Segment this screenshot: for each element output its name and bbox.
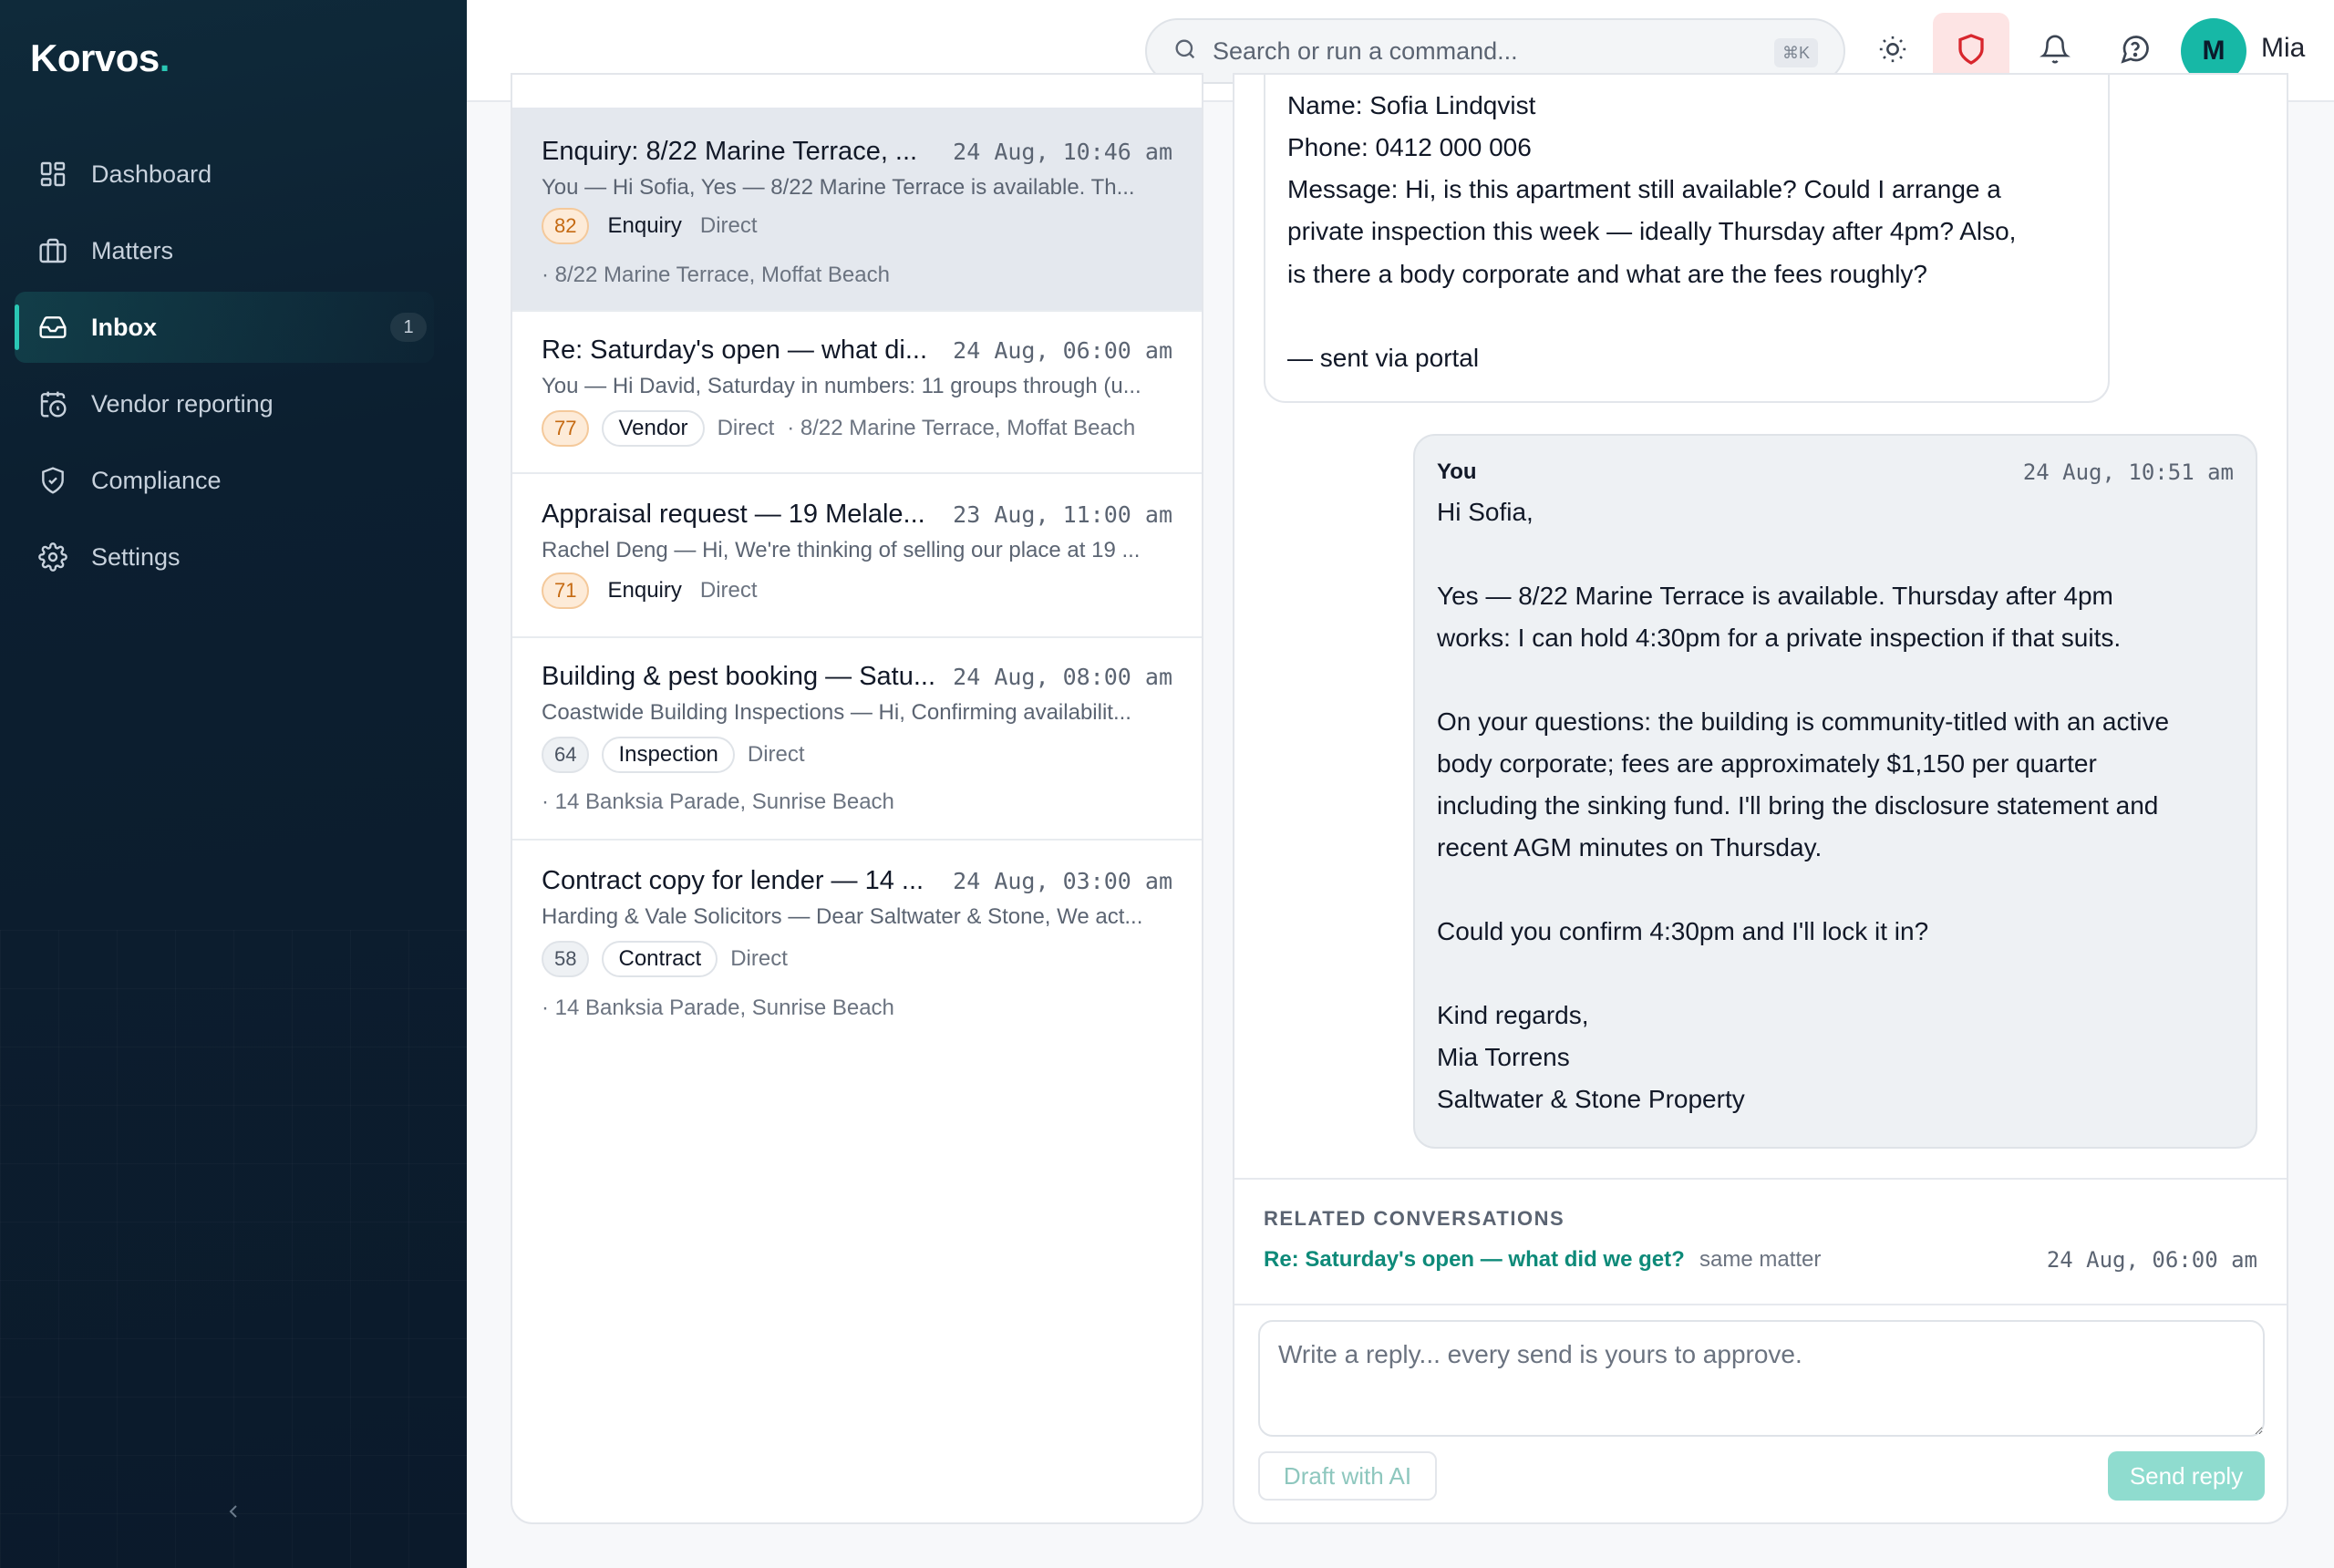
briefcase-icon: [36, 234, 69, 267]
message-line: including the sinking fund. I'll bring the disclosure statement and: [1437, 791, 2159, 820]
sidebar-item-inbox[interactable]: [15, 292, 434, 363]
message-line: — sent via portal: [1287, 344, 1480, 372]
dashboard-icon: [36, 158, 69, 191]
conversation-time: 24 Aug, 10:46 am: [953, 139, 1172, 165]
sidebar-item-label: Settings: [91, 542, 181, 571]
lead-score-badge: 58: [542, 941, 589, 977]
inbox-icon: [36, 311, 69, 344]
message-line: is there a body corporate and what are the fees roughly?: [1287, 260, 1927, 288]
conversation-preview: Coastwide Building Inspections — Hi, Confirming availabilit...: [542, 700, 1131, 725]
message-line: Kind regards,: [1437, 1001, 1589, 1029]
user-name[interactable]: Mia: [2261, 33, 2306, 63]
conversation-title: Appraisal request — 19 Melale...: [542, 500, 925, 529]
conversation-title: Building & pest booking — Satu...: [542, 662, 936, 691]
lead-score-badge: 77: [542, 410, 589, 447]
message-line: Could you confirm 4:30pm and I'll lock it in?: [1437, 917, 1929, 945]
property-address: · 14 Banksia Parade, Sunrise Beach: [542, 995, 894, 1020]
avatar[interactable]: M: [2181, 18, 2246, 84]
conversation-list: [511, 73, 1203, 1524]
draft-with-ai-button[interactable]: Draft with AI: [1258, 1451, 1437, 1501]
conversation-item[interactable]: [512, 474, 1202, 638]
app-logo[interactable]: Korvos.: [30, 36, 170, 79]
property-address: · 8/22 Marine Terrace, Moffat Beach: [787, 416, 1136, 440]
conversation-title: Contract copy for lender — 14 ...: [542, 866, 924, 895]
message-line: works: I can hold 4:30pm for a private inspection if that suits.: [1437, 624, 2122, 652]
related-conversations-heading: RELATED CONVERSATIONS: [1264, 1207, 1565, 1230]
conversation-item[interactable]: [512, 312, 1202, 474]
category-tag: Inspection: [602, 737, 734, 773]
message-sender: You: [1437, 459, 1477, 484]
help-icon: [2119, 33, 2152, 70]
calendar-clock-icon: [36, 387, 69, 420]
conversation-tags: [542, 573, 758, 609]
shield-check-icon: [36, 464, 69, 497]
search-icon: [1172, 36, 1198, 67]
category-tag: Enquiry: [607, 578, 682, 603]
inbound-message: [1264, 73, 2110, 403]
sidebar-item-label: Dashboard: [91, 160, 212, 188]
conversation-tags: [542, 208, 758, 244]
property-address: · 8/22 Marine Terrace, Moffat Beach: [542, 263, 890, 287]
message-line: private inspection this week — ideally Thursday after 4pm? Also,: [1287, 217, 2017, 245]
channel-label: Direct: [717, 416, 775, 440]
message-line: Mia Torrens: [1437, 1043, 1570, 1071]
message-time: 24 Aug, 10:51 am: [2022, 459, 2234, 485]
sidebar-item-dashboard[interactable]: [15, 139, 434, 210]
lead-score-badge: 71: [542, 573, 589, 609]
sidebar-item-vendor-reporting[interactable]: [15, 368, 434, 439]
shield-icon: [1955, 33, 1988, 70]
sidebar-item-label: Compliance: [91, 466, 222, 494]
message-line: On your questions: the building is community-titled with an active: [1437, 707, 2170, 736]
conversation-item[interactable]: [512, 638, 1202, 841]
conversation-preview: Rachel Deng — Hi, We're thinking of selling our place at 19 ...: [542, 538, 1141, 562]
outbound-message: [1413, 434, 2257, 1149]
conversation-preview: You — Hi David, Saturday in numbers: 11 groups through (u...: [542, 374, 1141, 398]
related-conversations: [1234, 1178, 2287, 1305]
conversation-preview: Harding & Vale Solicitors — Dear Saltwater & Stone, We act...: [542, 904, 1143, 929]
reply-input[interactable]: [1258, 1320, 2265, 1437]
sidebar-item-label: Inbox: [91, 313, 157, 341]
lead-score-badge: 82: [542, 208, 589, 244]
message-line: Hi Sofia,: [1437, 498, 1534, 526]
conversation-tags: [542, 941, 788, 977]
message-line: Name: Sofia Lindqvist: [1287, 91, 1536, 119]
category-tag: Vendor: [602, 410, 704, 447]
unread-count-badge: 1: [390, 313, 427, 342]
message-line: body corporate; fees are approximately $1,150 per quarter: [1437, 749, 2097, 778]
property-address: · 14 Banksia Parade, Sunrise Beach: [542, 789, 894, 814]
message-line: Phone: 0412 000 006: [1287, 133, 1532, 161]
related-conversation-time: 24 Aug, 06:00 am: [2046, 1247, 2257, 1273]
send-reply-button[interactable]: Send reply: [2108, 1451, 2265, 1501]
conversation-item[interactable]: [512, 108, 1202, 312]
conversation-time: 23 Aug, 11:00 am: [953, 501, 1172, 528]
chevron-left-icon: [222, 1498, 244, 1530]
bell-icon: [2040, 34, 2071, 69]
category-tag: Contract: [602, 941, 718, 977]
sidebar-item-matters[interactable]: [15, 215, 434, 286]
sidebar-item-compliance[interactable]: [15, 445, 434, 516]
channel-label: Direct: [747, 742, 805, 767]
sidebar-item-label: Matters: [91, 236, 174, 264]
conversation-time: 24 Aug, 06:00 am: [953, 337, 1172, 364]
related-conversation-link[interactable]: Re: Saturday's open — what did we get?: [1264, 1247, 1685, 1272]
sidebar-item-settings[interactable]: [15, 521, 434, 593]
channel-label: Direct: [699, 578, 758, 603]
sidebar-item-label: Vendor reporting: [91, 389, 274, 418]
gear-icon: [36, 541, 69, 573]
sidebar: [0, 0, 467, 1568]
conversation-preview: You — Hi Sofia, Yes — 8/22 Marine Terrace is available. Th...: [542, 175, 1135, 200]
message-line: Message: Hi, is this apartment still available? Could I arrange a: [1287, 175, 2001, 203]
conversation-title: Re: Saturday's open — what di...: [542, 335, 928, 365]
conversation-time: 24 Aug, 03:00 am: [953, 868, 1172, 894]
message-line: Yes — 8/22 Marine Terrace is available. Thursday after 4pm: [1437, 582, 2113, 610]
conversation-time: 24 Aug, 08:00 am: [953, 664, 1172, 690]
collapse-sidebar-button[interactable]: [219, 1495, 248, 1532]
conversation-tags: [542, 737, 805, 773]
conversation-tags: [542, 410, 1135, 447]
channel-label: Direct: [730, 946, 788, 971]
channel-label: Direct: [699, 213, 758, 238]
category-tag: Enquiry: [607, 213, 682, 238]
message-line: Saltwater & Stone Property: [1437, 1085, 1745, 1113]
message-line: recent AGM minutes on Thursday.: [1437, 833, 1823, 861]
conversation-detail: [1233, 73, 2288, 1524]
sun-icon: [1877, 34, 1908, 69]
lead-score-badge: 64: [542, 737, 589, 773]
search-input[interactable]: [1213, 37, 1760, 66]
related-conversation-meta: same matter: [1699, 1247, 1822, 1272]
conversation-item[interactable]: [512, 841, 1202, 1041]
conversation-title: Enquiry: 8/22 Marine Terrace, ...: [542, 137, 918, 166]
shortcut-hint: ⌘K: [1774, 38, 1818, 67]
